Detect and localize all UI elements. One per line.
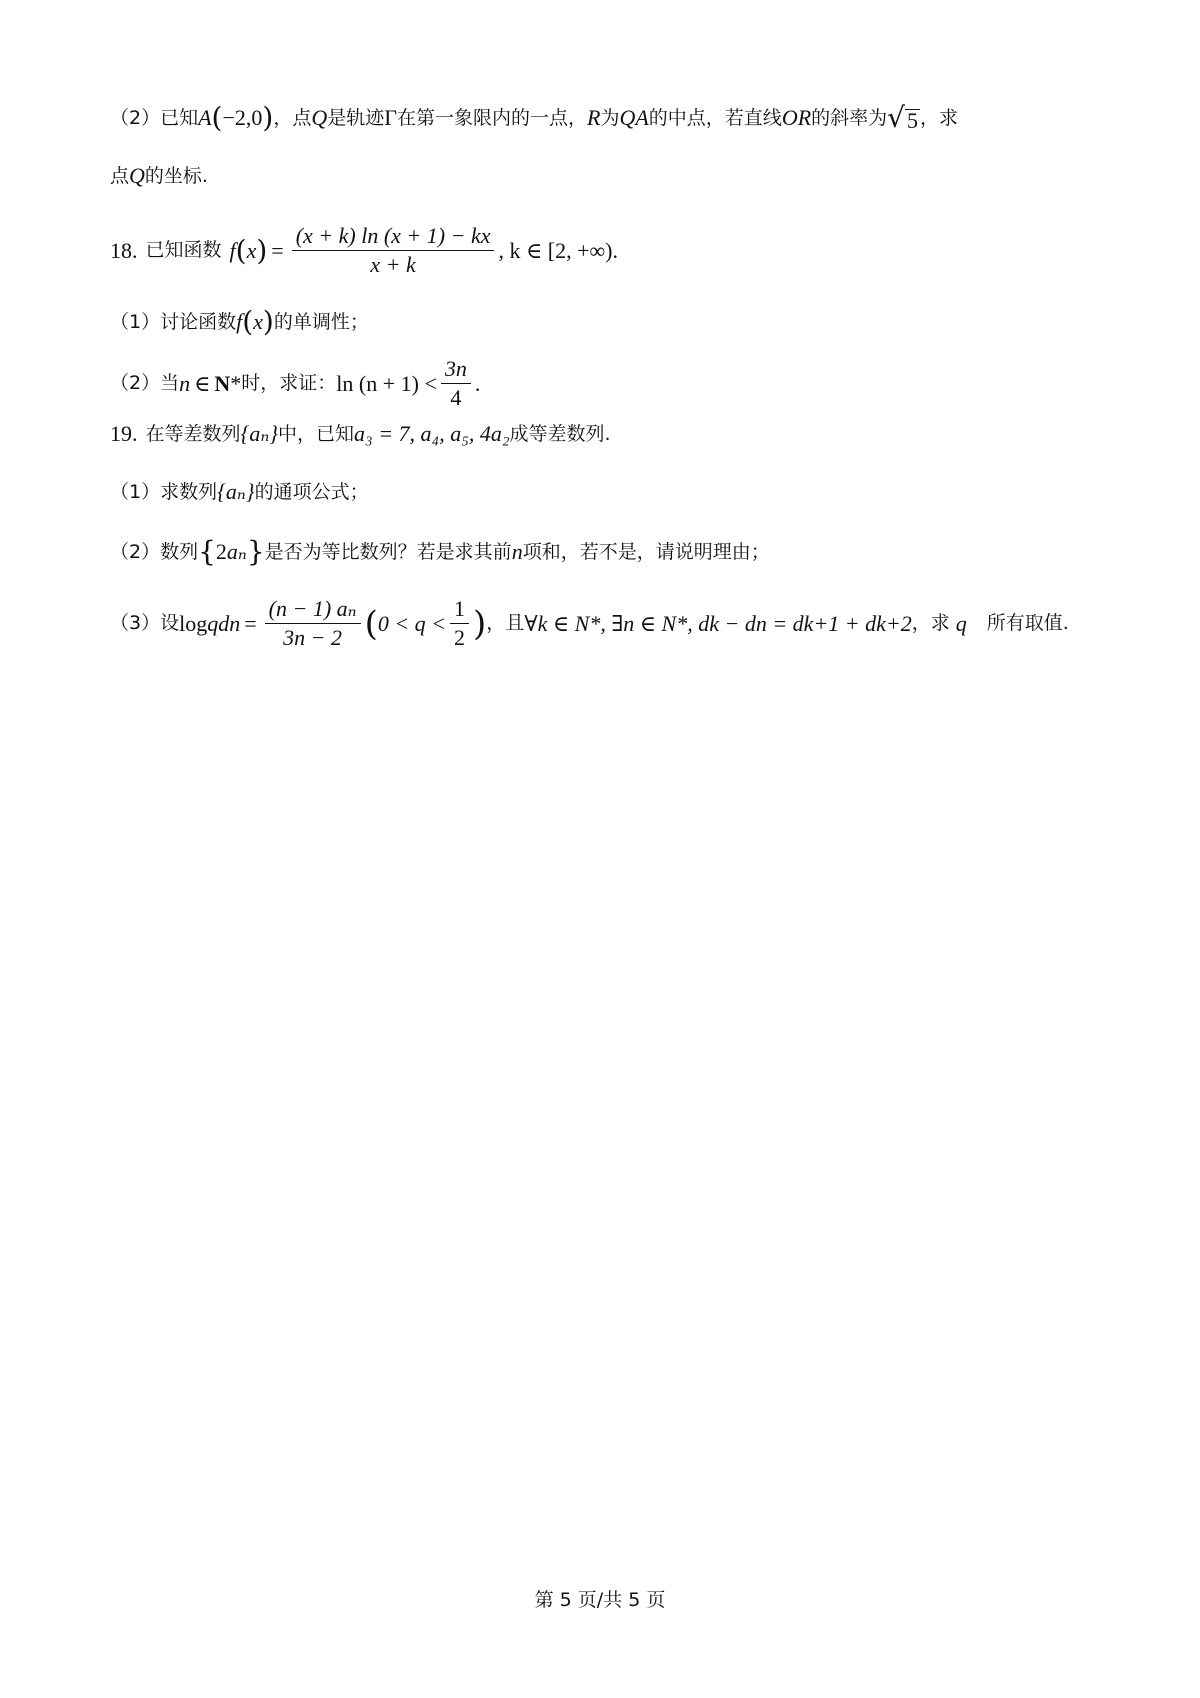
equals-sign: =	[244, 610, 257, 636]
q19-part3-cond-den: 2	[454, 625, 466, 650]
q19-part2-suffix-a: 是否为等比数列？若是求其前	[264, 540, 512, 563]
q18-part2-den: 4	[450, 385, 462, 410]
paren-close: )	[262, 101, 274, 134]
q19-intro: 在等差数列	[145, 422, 241, 445]
q17-text-f: 的斜率为	[811, 106, 888, 129]
point-a-label: A	[198, 105, 212, 130]
q19-given: a₃ = 7, a₄, a₅, 4a₂	[354, 421, 510, 446]
period: .	[474, 370, 481, 396]
point-a-coords: −2,0	[222, 105, 263, 130]
q17-part2-line2	[110, 165, 208, 187]
q18-stem	[110, 225, 618, 276]
radicand: 5	[907, 108, 918, 133]
q18-fraction	[292, 225, 495, 276]
paren-open: (	[235, 233, 247, 267]
point-r-label: R	[587, 105, 601, 130]
q18-part2-mid: 时，求证：	[241, 372, 337, 394]
paren-close: )	[473, 603, 487, 644]
q19-part3-end: 所有取值.	[986, 612, 1069, 634]
sqrt-expression	[887, 101, 920, 134]
n-symbol: n	[179, 370, 191, 396]
brace-close: }	[246, 535, 265, 568]
q17-text-c: 在第一象限内的一点，	[396, 106, 587, 129]
page-footer: 第 5 页/共 5 页	[534, 1589, 666, 1611]
q18-part1-suffix: 的单调性；	[273, 310, 369, 333]
q17-part2-line1	[110, 101, 959, 134]
q19-number: 19.	[110, 421, 138, 446]
q19-part3-fraction	[265, 598, 361, 649]
q17-line2-prefix: 点	[110, 164, 130, 187]
point-q-label-2: Q	[129, 163, 145, 188]
q18-part1-prefix: （1）讨论函数	[110, 310, 237, 333]
q17-text-a: ，点	[273, 106, 312, 129]
naturals-symbol: N	[214, 370, 231, 396]
q19-part3: （3）设 log q d n = $\frac{\text{(n − 1) aₙ}}{3n - 2}$ ( 0 < q < $\frac{1}{2}$ ) ，且 ∀k ∈ N*, ∃n ∈ N*, d k − dn = dk+1 + dk+2 ，求 q 所有取值.	[110, 596, 1069, 650]
q19-part3-and: ，且	[486, 612, 525, 634]
q19-part1	[110, 481, 369, 503]
q18-part2-fraction	[441, 358, 471, 409]
equals-sign: =	[271, 237, 284, 263]
q19-part3-cond-fraction	[450, 598, 469, 649]
point-q-label: Q	[311, 105, 328, 130]
q19-stem	[110, 423, 611, 445]
q19-part1-suffix: 的通项公式；	[254, 480, 369, 503]
q19-part3-cond-num: 1	[450, 598, 469, 624]
q19-intro-mid: 中，已知	[278, 422, 355, 445]
q19-part3-prefix: （3）设	[110, 612, 180, 634]
q18-domain: , k ∈ [2, +∞).	[498, 237, 619, 263]
element-of: ∈	[194, 370, 211, 396]
q18-part2-prefix: （2）当	[110, 372, 180, 394]
x-symbol: x	[253, 309, 263, 334]
f-symbol: f	[229, 237, 236, 263]
paren-close: )	[256, 233, 268, 267]
q19-seq: {aₙ}	[240, 421, 279, 446]
paren-open: (	[242, 305, 254, 338]
q19-part3-quantifiers: ∀k ∈ N*, ∃n ∈ N*, d	[524, 610, 710, 636]
q17-part2-prefix: （2）已知	[110, 106, 199, 129]
q18-part2: （2）当 n ∈ N * 时，求证： ln (n + 1) < $\frac{3n}{4}$ .	[110, 356, 481, 410]
q19-intro-end: 成等差数列.	[509, 422, 611, 445]
paren-open: (	[364, 603, 378, 644]
gamma-symbol: Γ	[384, 105, 397, 130]
q18-number: 18.	[110, 237, 138, 263]
q18-part2-num: 3n	[441, 358, 471, 384]
q17-text-d: 为	[600, 106, 620, 129]
q19-part3-ask: ，求	[911, 612, 950, 634]
q18-denominator: x + k	[370, 252, 416, 277]
paren-close: )	[262, 305, 274, 338]
q17-text-b: 是轨迹	[327, 106, 385, 129]
q19-part2: （2）数列 { 2 aₙ } 是否为等比数列？若是求其前 n 项和，若不是，请说明理由；	[110, 535, 770, 568]
q19-part3-den: 3n − 2	[283, 625, 343, 650]
n-symbol: n	[511, 539, 523, 564]
line-or: OR	[781, 105, 812, 130]
q-symbol: q	[955, 610, 967, 636]
q19-part2-suffix-b: 项和，若不是，请说明理由；	[522, 540, 770, 563]
q19-part3-num: (n − 1) aₙ	[265, 598, 361, 624]
q17-text-e: 的中点，若直线	[648, 106, 782, 129]
q19-part1-prefix: （1）求数列	[110, 480, 218, 503]
q17-line2-suffix: 的坐标.	[144, 164, 208, 187]
paren-open: (	[211, 101, 223, 134]
q19-part2-base: 2	[215, 539, 227, 564]
q19-part3-cond: 0 < q <	[377, 610, 447, 636]
log-symbol: log	[179, 610, 208, 636]
q17-text-g: ，求	[920, 106, 959, 129]
radical-sign: √	[887, 101, 905, 134]
x-symbol: x	[246, 237, 257, 263]
d-symbol: d	[218, 610, 230, 636]
q18-part1	[110, 305, 369, 338]
q18-inequality: ln (n + 1) <	[336, 370, 437, 396]
brace-open: {	[198, 535, 216, 568]
q18-numerator: (x + k) ln (x + 1) − kx	[292, 225, 495, 251]
q19-part1-seq: {aₙ}	[217, 479, 255, 504]
segment-qa: QA	[619, 105, 649, 130]
q19-part2-prefix: （2）数列	[110, 540, 199, 563]
q18-intro: 已知函数	[145, 239, 222, 261]
f-symbol: f	[236, 309, 243, 334]
